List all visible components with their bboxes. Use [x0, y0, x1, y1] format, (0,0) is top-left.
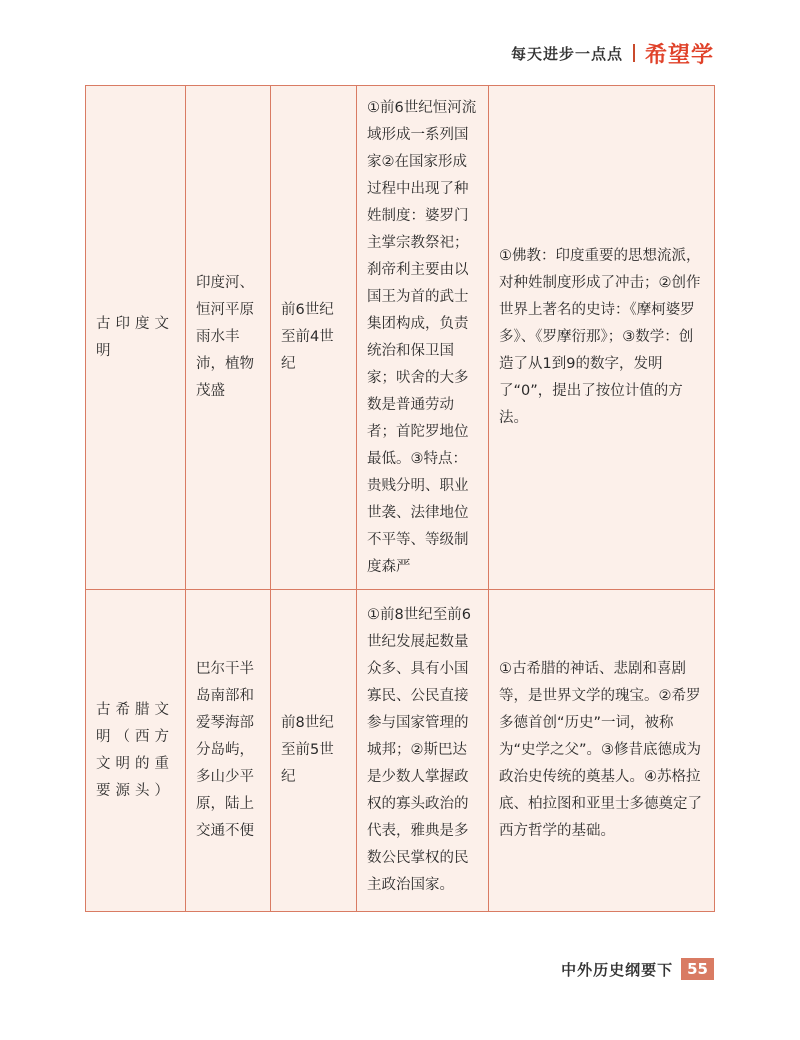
header-slogan: 每天进步一点点 — [510, 44, 623, 63]
civilization-cell: 古希腊文明（西方文明的重要源头） — [86, 590, 186, 912]
period-cell: 前6世纪至前4世纪 — [271, 86, 357, 590]
page-header — [511, 38, 714, 68]
page-number: 55 — [681, 958, 714, 980]
politics-cell: ①前6世纪恒河流域形成一系列国家②在国家形成过程中出现了种姓制度：婆罗门主掌宗教祭祀；刹帝利主要由以国王为首的武士集团构成，负责统治和保卫国家；吠舍的大多数是普通劳动者；首陀罗地位最低。③特点：贵贱分明、职业世袭、法律地位不平等、等级制度森严 — [357, 86, 489, 590]
period-cell: 前8世纪至前5世纪 — [271, 590, 357, 912]
header-divider — [633, 44, 635, 62]
geography-cell: 巴尔干半岛南部和爱琴海部分岛屿，多山少平原，陆上交通不便 — [186, 590, 271, 912]
geography-cell: 印度河、恒河平原雨水丰沛，植物茂盛 — [186, 86, 271, 590]
culture-cell: ①佛教：印度重要的思想流派，对种姓制度形成了冲击；②创作世界上著名的史诗：《摩柯婆罗多》、《罗摩衍那》；③数学：创造了从1到9的数字，发明了“0”，提出了按位计值的方法。 — [489, 86, 715, 590]
table-row — [86, 86, 715, 590]
politics-cell: ①前8世纪至前6世纪发展起数量众多、具有小国寡民、公民直接参与国家管理的城邦；②斯巴达是少数人掌握政权的寡头政治的代表，雅典是多数公民掌权的民主政治国家。 — [357, 590, 489, 912]
civilization-cell: 古印度文明 — [86, 86, 186, 590]
table-row — [86, 590, 715, 912]
culture-cell: ①古希腊的神话、悲剧和喜剧等，是世界文学的瑰宝。②希罗多德首创“历史”一词，被称为“史学之父”。③修昔底德成为政治史传统的奠基人。④苏格拉底、柏拉图和亚里士多德奠定了西方哲学的基础。 — [489, 590, 715, 912]
brand-logo: 希望学 — [644, 42, 714, 68]
book-title: 中外历史纲要下 — [561, 960, 674, 979]
civilization-table — [85, 85, 715, 912]
page-footer — [561, 958, 714, 980]
